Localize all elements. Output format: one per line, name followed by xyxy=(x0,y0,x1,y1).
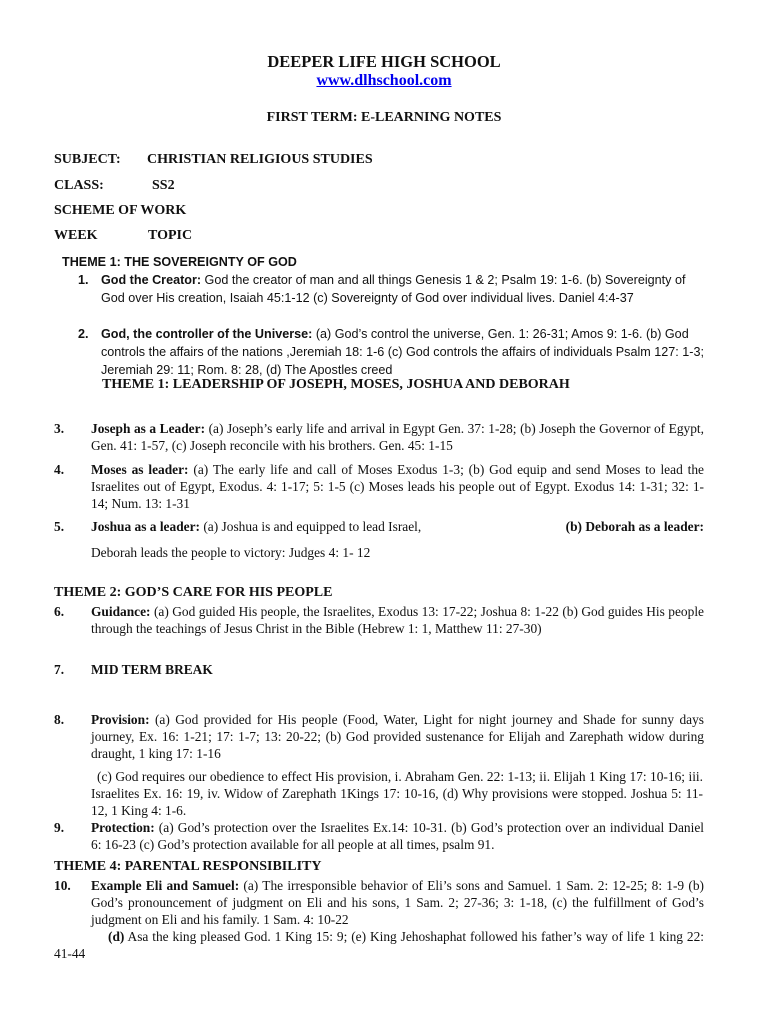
item-number: 5. xyxy=(54,519,65,534)
subject-value: CHRISTIAN RELIGIOUS STUDIES xyxy=(147,152,373,167)
list-item xyxy=(78,271,708,307)
item-number: 9. xyxy=(54,820,65,835)
subject-label: SUBJECT: xyxy=(54,152,121,167)
theme-care-title: THEME 2: GOD’S CARE FOR HIS PEOPLE xyxy=(54,585,333,600)
item-subheading: (b) Deborah as a leader: xyxy=(565,519,704,534)
item-heading: Example Eli and Samuel: xyxy=(91,878,240,893)
item-text: (a) Joseph’s early life and arrival in Egypt Gen. 37: 1-28; (b) Joseph the Governor of Egypt, Gen. 41: 1-57, (c) Joseph reconcile with his brothers. Gen. 45: 1-15 xyxy=(91,421,704,454)
class-value: SS2 xyxy=(152,178,175,193)
item-number: 10. xyxy=(54,878,71,893)
item-continuation: (c) God requires our obedience to effect His provision, i. Abraham Gen. 22: 1-13; ii. Elijah 1 King 17: 10-16; iii. Israelites Ex. 16: 19, iv. Widow of Zarephath 1Kings 17: 10-16, (d) Why provisions were stopped. Joshua 5: 11-12, 1 King 4: 1-6. xyxy=(91,769,703,819)
theme-parental-title: THEME 4: PARENTAL RESPONSIBILITY xyxy=(54,859,322,874)
item-text: (a) God’s control the universe, Gen. 1: 26-31; Amos 9: 1-6. (b) God controls the affairs of the nations ,Jeremiah 18: 1-6 (c) God controls the affairs of individuals Psalm 127: 1-3; Jeremiah 29: 11; Rom. 8: 28, (d) The Apostles creed xyxy=(101,327,704,377)
item-text: (a) The irresponsible behavior of Eli’s sons and Samuel. 1 Sam. 2: 12-25; 8: 1-9 (b) God’s pronouncement of judgment on Eli and his sons, 1 Sam. 2; 27-36; 3: 1-18, (c) the fulfillment of God’s judgment on Eli and his family. 1 Sam. 4: 10-22 xyxy=(91,878,704,928)
item-text: (a) God’s protection over the Israelites Ex.14: 10-31. (b) God’s protection over an individual Daniel 6: 16-23 (c) God’s protection available for all people at all times, psalm 91. xyxy=(91,820,704,853)
item-text: (a) God provided for His people (Food, Water, Light for night journey and Shade for sunny days journey, Ex. 16: 1-21; 17: 1-7; 13: 20-22; (b) God provided sustenance for Elijah and Zarephath widow during draught, 1 king 17: 1-16 xyxy=(91,712,704,762)
item-number: 2. xyxy=(78,327,89,341)
item-heading: MID TERM BREAK xyxy=(91,662,213,677)
list-item xyxy=(54,711,704,763)
item-number: 4. xyxy=(54,462,65,477)
theme-sovereignty-title: THEME 1: THE SOVEREIGNTY OF GOD xyxy=(62,255,297,269)
item-subheading: (d) xyxy=(108,929,125,944)
item-heading: Moses as leader: xyxy=(91,462,189,477)
item-heading: God the Creator: xyxy=(101,273,202,287)
scheme-heading: SCHEME OF WORK xyxy=(54,203,187,218)
class-row xyxy=(54,178,175,194)
item-number: 1. xyxy=(78,273,89,287)
item-number: 3. xyxy=(54,421,65,436)
item-text: God the creator of man and all things Genesis 1 & 2; Psalm 19: 1-6. (b) Sovereignty of God over His creation, Isaiah 45:1-12 (c) Sovereignty of God over individual lives. Daniel 4:4-37 xyxy=(101,273,686,305)
subject-row xyxy=(54,152,373,168)
school-name: DEEPER LIFE HIGH SCHOOL xyxy=(267,52,501,71)
item-number: 7. xyxy=(54,662,65,677)
list-item xyxy=(54,819,704,853)
list-item xyxy=(54,518,704,535)
list-item xyxy=(54,420,704,454)
list-item xyxy=(54,661,704,678)
topic-label: TOPIC xyxy=(148,228,193,243)
list-item xyxy=(54,603,704,637)
item-text: Asa the king pleased God. 1 King 15: 9; (e) King Jehoshaphat followed his father’s way of life 1 king 22: 41-44 xyxy=(54,929,704,962)
item-number: 6. xyxy=(54,604,65,619)
item-heading: Joseph as a Leader: xyxy=(91,421,206,436)
item-heading: Joshua as a leader: xyxy=(91,519,200,534)
school-url xyxy=(0,72,768,90)
term-title: FIRST TERM: E-LEARNING NOTES xyxy=(266,110,502,125)
class-label: CLASS: xyxy=(54,178,104,193)
item-text: (a) The early life and call of Moses Exodus 1-3; (b) God equip and send Moses to lead the Israelites out of Egypt, Exodus. 4: 1-17; 5: 1-5 (c) Moses leads his people out of Egypt. Exodus 14: 1-31; 32: 1-14; Num. 13: 1-31 xyxy=(91,462,704,512)
list-item xyxy=(54,461,704,513)
item-heading: Guidance: xyxy=(91,604,151,619)
item-text: (a) God guided His people, the Israelites, Exodus 13: 17-22; Joshua 8: 1-22 (b) God guides His people through the teachings of Jesus Christ in the Bible (Hebrew 1: 1, Matthew 11: 27-30) xyxy=(91,604,704,637)
week-label: WEEK xyxy=(54,228,98,243)
item-continuation: Deborah leads the people to victory: Judges 4: 1- 12 xyxy=(91,545,371,560)
item-number: 8. xyxy=(54,712,65,727)
item-heading: God, the controller of the Universe: xyxy=(101,327,313,341)
item-heading: Protection: xyxy=(91,820,155,835)
item-heading: Provision: xyxy=(91,712,150,727)
theme-leadership-title: THEME 1: LEADERSHIP OF JOSEPH, MOSES, JOSHUA AND DEBORAH xyxy=(102,377,570,392)
item-continuation xyxy=(54,928,704,962)
school-url-link[interactable]: www.dlhschool.com xyxy=(316,72,452,89)
list-item xyxy=(78,325,708,379)
week-topic-row xyxy=(54,228,193,244)
item-text: (a) Joshua is and equipped to lead Israel, xyxy=(200,519,422,534)
list-item xyxy=(54,877,704,929)
